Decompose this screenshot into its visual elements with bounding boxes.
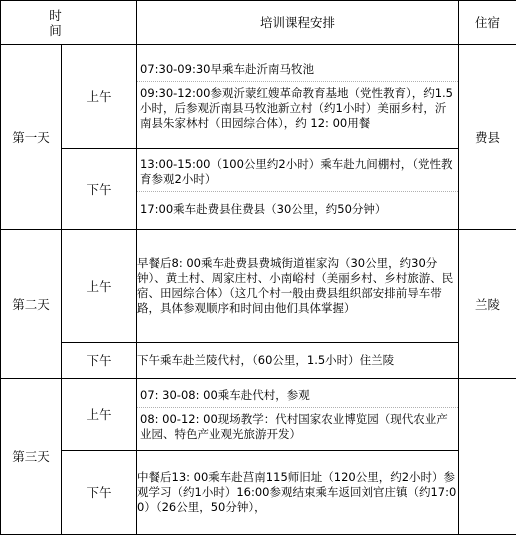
day2-pm-label: 下午 [62, 343, 137, 379]
day1-pm-item-2: 17:00乘车赴费县住费县（30公里，约50分钟） [137, 192, 458, 225]
day1-am-item-2: 09:30-12:00参观沂蒙红嫂革命教育基地（党性教育），约1.5小时，后参观沂南县马牧池新立村（约1小时）美丽乡村，沂南县朱家林村（田园综合体），约 12: 00用餐 [137, 82, 458, 134]
day2-pm-content [137, 343, 459, 379]
day1-am-content [137, 45, 459, 149]
day1-label: 第一天 [1, 45, 62, 230]
header-row [1, 1, 516, 45]
day1-pm-content [137, 149, 459, 230]
day2-am-label: 上午 [62, 230, 137, 343]
header-stay: 住宿 [459, 1, 516, 45]
day3-pm-row [1, 451, 516, 535]
day2-am-row [1, 230, 516, 343]
day3-pm-item-1: 中餐后13: 00乘车赴莒南115师旧址（120公里，约2小时）参观学习（约1小时）16:00参观结束乘车返回刘官庄镇（约17:00）（26公里，50分钟）， [137, 470, 458, 515]
day3-am-item-1: 07: 30-08: 00乘车赴代村，参观 [137, 385, 458, 408]
day1-stay: 费县 [459, 45, 516, 230]
day3-am-content [137, 379, 459, 451]
day1-pm-row [1, 149, 516, 230]
day1-am-row [1, 45, 516, 149]
day2-am-content [137, 230, 459, 343]
day3-pm-content [137, 451, 459, 535]
day3-am-item-2: 08: 00-12: 00现场教学：代村国家农业博览园（现代农业产业园、特色产业观光旅游开发） [137, 408, 458, 445]
day3-pm-label: 下午 [62, 451, 137, 535]
day2-pm-item-1: 下午乘车赴兰陵代村，（60公里，1.5小时）住兰陵 [137, 353, 458, 368]
day1-am-label: 上午 [62, 45, 137, 149]
day3-am-row [1, 379, 516, 451]
day1-pm-label: 下午 [62, 149, 137, 230]
day2-am-item-1: 早餐后8: 00乘车赴费县费城街道崔家沟（30公里，约30分钟）、黄土村、周家庄村、小南峪村（美丽乡村、乡村旅游、民宿、田园综合体）（这几个村一般由费县组织部安排前导车带路，具体参观顺序和时间由他们具体掌握） [137, 256, 458, 316]
header-course: 培训课程安排 [137, 1, 459, 45]
day2-pm-row [1, 343, 516, 379]
day2-label: 第二天 [1, 230, 62, 379]
day3-label: 第三天 [1, 379, 62, 535]
day1-am-item-1: 07:30-09:30早乘车赴沂南马牧池 [137, 59, 458, 82]
day1-pm-item-1: 13:00-15:00（100公里约2小时）乘车赴九间棚村，（党性教育参观2小时） [137, 154, 458, 192]
header-time: 时 间 [1, 1, 137, 45]
day2-stay: 兰陵 [459, 230, 516, 379]
day3-stay [459, 379, 516, 535]
day3-am-label: 上午 [62, 379, 137, 451]
